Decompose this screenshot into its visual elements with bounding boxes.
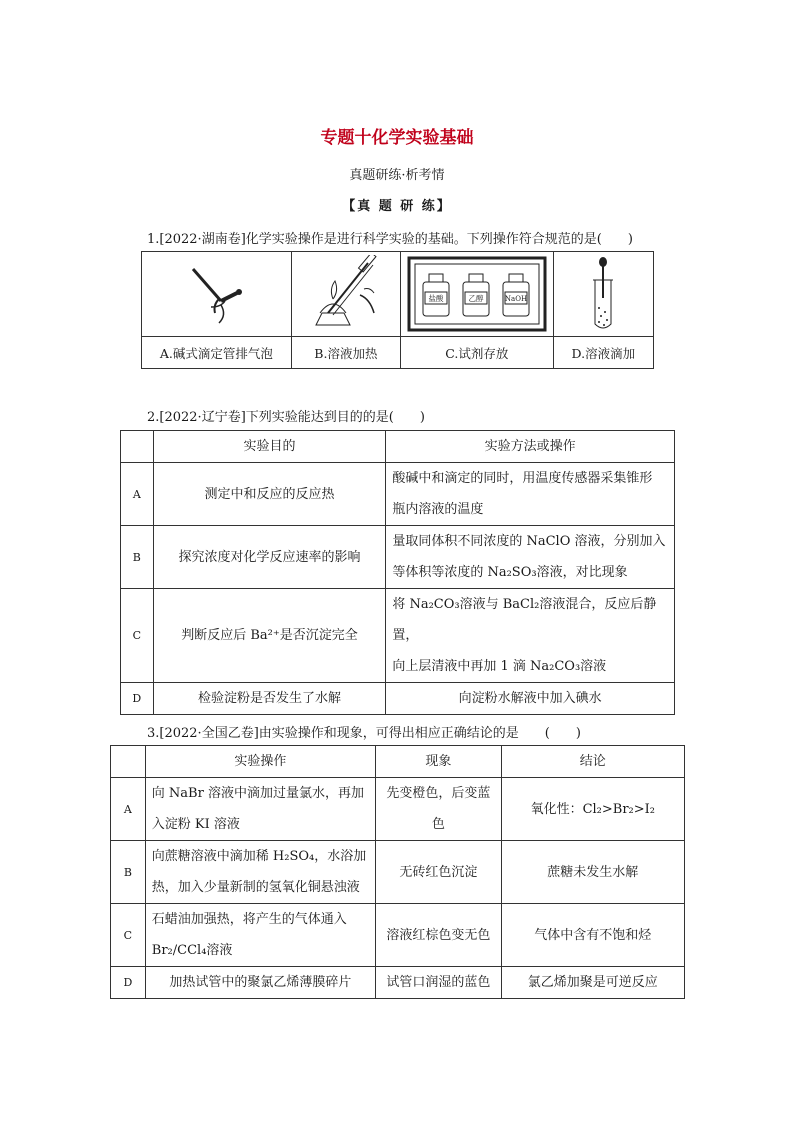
option-c-image (400, 252, 553, 337)
bottle-label-2: 乙醇 (468, 294, 484, 303)
header-phenomenon: 现象 (376, 746, 502, 778)
row-operation: 加热试管中的聚氯乙烯薄膜碎片 (145, 967, 375, 999)
option-b-image (291, 252, 400, 337)
option-a-image (142, 252, 292, 337)
option-b-caption: B.溶液加热 (291, 337, 400, 369)
row-conclusion: 氧化性：Cl₂>Br₂>I₂ (501, 778, 684, 841)
question-3-table (110, 745, 685, 999)
row-key: B (111, 841, 146, 904)
row-phenomenon: 无砖红色沉淀 (376, 841, 502, 904)
question-1-options-table (141, 251, 654, 369)
row-goal: 判断反应后 Ba²⁺是否沉淀完全 (153, 589, 386, 683)
row-phenomenon: 溶液红棕色变无色 (376, 904, 502, 967)
row-method: 量取同体积不同浓度的 NaClO 溶液，分别加入 等体积等浓度的 Na₂SO₃溶液，对比现象 (386, 526, 675, 589)
row-operation: 向 NaBr 溶液中滴加过量氯水，再加 入淀粉 KI 溶液 (145, 778, 375, 841)
option-d-caption: D.溶液滴加 (553, 337, 653, 369)
question-3-stem: 3.[2022·全国乙卷]由实验操作和现象，可得出相应正确结论的是 ( ) (147, 726, 581, 741)
bottle-label-1: 盐酸 (428, 294, 444, 303)
question-1-stem: 1.[2022·湖南卷]化学实验操作是进行科学实验的基础。下列操作符合规范的是( ) (147, 232, 633, 247)
page-subtitle: 真题研练·析考情 (349, 168, 445, 183)
table-row (111, 778, 685, 841)
row-key: A (111, 778, 146, 841)
row-key: C (111, 904, 146, 967)
option-d-image (553, 252, 653, 337)
header-operation: 实验操作 (145, 746, 375, 778)
row-conclusion: 蔗糖未发生水解 (501, 841, 684, 904)
row-operation: 向蔗糖溶液中滴加稀 H₂SO₄，水浴加 热，加入少量新制的氢氧化铜悬浊液 (145, 841, 375, 904)
row-goal: 探究浓度对化学反应速率的影响 (153, 526, 386, 589)
row-key: D (111, 967, 146, 999)
bottle-label-3: NaOH (504, 295, 527, 303)
dropper-tube-icon (583, 254, 623, 334)
header-method: 实验方法或操作 (386, 431, 675, 463)
row-key: B (121, 526, 154, 589)
burette-bubble-icon (181, 259, 251, 329)
table-row (121, 463, 675, 526)
table-row (121, 683, 675, 715)
header-conclusion: 结论 (501, 746, 684, 778)
heating-tube-icon (306, 255, 386, 333)
row-goal: 测定中和反应的反应热 (153, 463, 386, 526)
table-row (111, 841, 685, 904)
row-method: 将 Na₂CO₃溶液与 BaCl₂溶液混合，反应后静置， 向上层清液中再加 1 滴 Na₂CO₃溶液 (386, 589, 675, 683)
question-2-table (120, 430, 675, 715)
row-key: A (121, 463, 154, 526)
page-title: 专题十化学实验基础 (320, 128, 474, 148)
table-row (121, 589, 675, 683)
option-c-caption: C.试剂存放 (400, 337, 553, 369)
row-phenomenon: 试管口润湿的蓝色 (376, 967, 502, 999)
row-operation: 石蜡油加强热，将产生的气体通入 Br₂/CCl₄溶液 (145, 904, 375, 967)
reagent-bottles-icon (407, 256, 547, 332)
table-row (111, 904, 685, 967)
row-conclusion: 氯乙烯加聚是可逆反应 (501, 967, 684, 999)
row-method: 酸碱中和滴定的同时，用温度传感器采集锥形 瓶内溶液的温度 (386, 463, 675, 526)
row-key: D (121, 683, 154, 715)
section-heading: 【真 题 研 练】 (342, 199, 452, 214)
row-phenomenon: 先变橙色，后变蓝 色 (376, 778, 502, 841)
row-goal: 检验淀粉是否发生了水解 (153, 683, 386, 715)
option-a-caption: A.碱式滴定管排气泡 (142, 337, 292, 369)
row-conclusion: 气体中含有不饱和烃 (501, 904, 684, 967)
header-goal: 实验目的 (153, 431, 386, 463)
row-key: C (121, 589, 154, 683)
question-2-stem: 2.[2022·辽宁卷]下列实验能达到目的的是( ) (147, 410, 425, 425)
row-method: 向淀粉水解液中加入碘水 (386, 683, 675, 715)
table-row (121, 526, 675, 589)
table-row (111, 967, 685, 999)
